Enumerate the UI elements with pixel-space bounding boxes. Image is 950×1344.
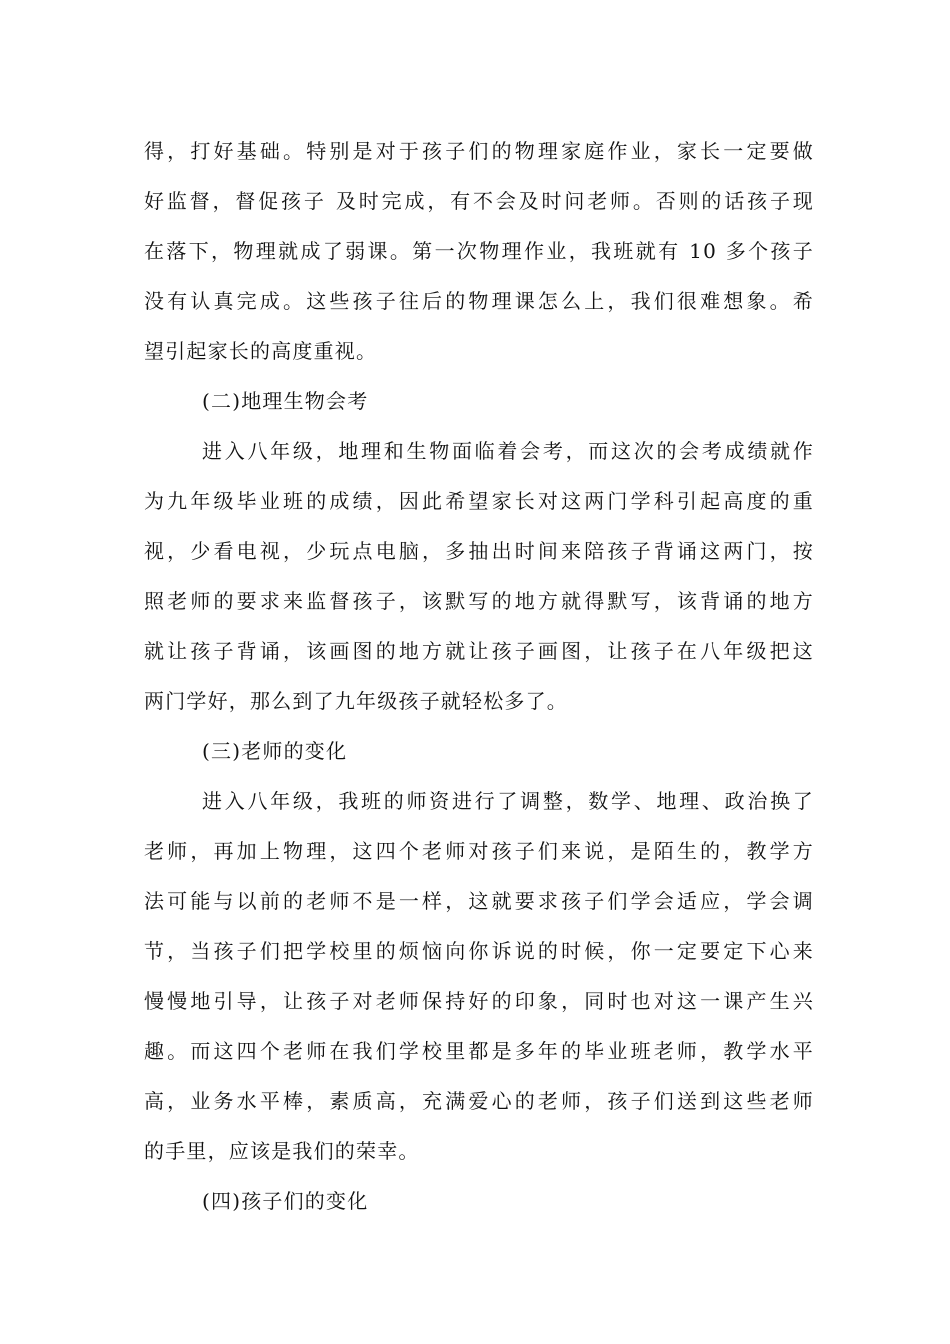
paragraph-line: 高，业务水平棒，素质高，充满爱心的老师，孩子们送到这些老师 (144, 1089, 814, 1113)
paragraph-line: 节，当孩子们把学校里的烦恼向你诉说的时候，你一定要定下心来 (144, 939, 814, 963)
paragraph-line: 慢慢地引导，让孩子对老师保持好的印象，同时也对这一课产生兴 (144, 989, 814, 1013)
paragraph-line: 就让孩子背诵，该画图的地方就让孩子画图，让孩子在八年级把这 (144, 639, 814, 663)
paragraph-line: 望引起家长的高度重视。 (144, 339, 378, 363)
paragraph-line: 好监督，督促孩子 及时完成，有不会及时问老师。否则的话孩子现 (144, 189, 814, 213)
paragraph-line: 趣。而这四个老师在我们学校里都是多年的毕业班老师，教学水平 (144, 1039, 814, 1063)
paragraph-line: 视，少看电视，少玩点电脑，多抽出时间来陪孩子背诵这两门，按 (144, 539, 814, 563)
paragraph-line: 得，打好基础。特别是对于孩子们的物理家庭作业，家长一定要做 (144, 139, 814, 163)
paragraph-line: 法可能与以前的老师不是一样，这就要求孩子们学会适应，学会调 (144, 889, 814, 913)
section-heading: (三)老师的变化 (202, 739, 348, 763)
section-heading: (四)孩子们的变化 (202, 1189, 369, 1213)
paragraph-line: 的手里，应该是我们的荣幸。 (144, 1139, 420, 1163)
paragraph-line: 两门学好，那么到了九年级孩子就轻松多了。 (144, 689, 568, 713)
paragraph-line: 为九年级毕业班的成绩，因此希望家长对这两门学科引起高度的重 (144, 489, 814, 513)
paragraph-line: 没有认真完成。这些孩子往后的物理课怎么上，我们很难想象。希 (144, 289, 814, 313)
paragraph-line: 进入八年级，地理和生物面临着会考，而这次的会考成绩就作 (202, 439, 814, 463)
paragraph-line: 进入八年级，我班的师资进行了调整，数学、地理、政治换了 (202, 789, 814, 813)
section-heading: (二)地理生物会考 (202, 389, 369, 413)
paragraph-line: 在落下，物理就成了弱课。第一次物理作业，我班就有 10 多个孩子 (144, 239, 814, 263)
paragraph-line: 老师，再加上物理，这四个老师对孩子们来说，是陌生的，教学方 (144, 839, 814, 863)
paragraph-line: 照老师的要求来监督孩子，该默写的地方就得默写，该背诵的地方 (144, 589, 814, 613)
